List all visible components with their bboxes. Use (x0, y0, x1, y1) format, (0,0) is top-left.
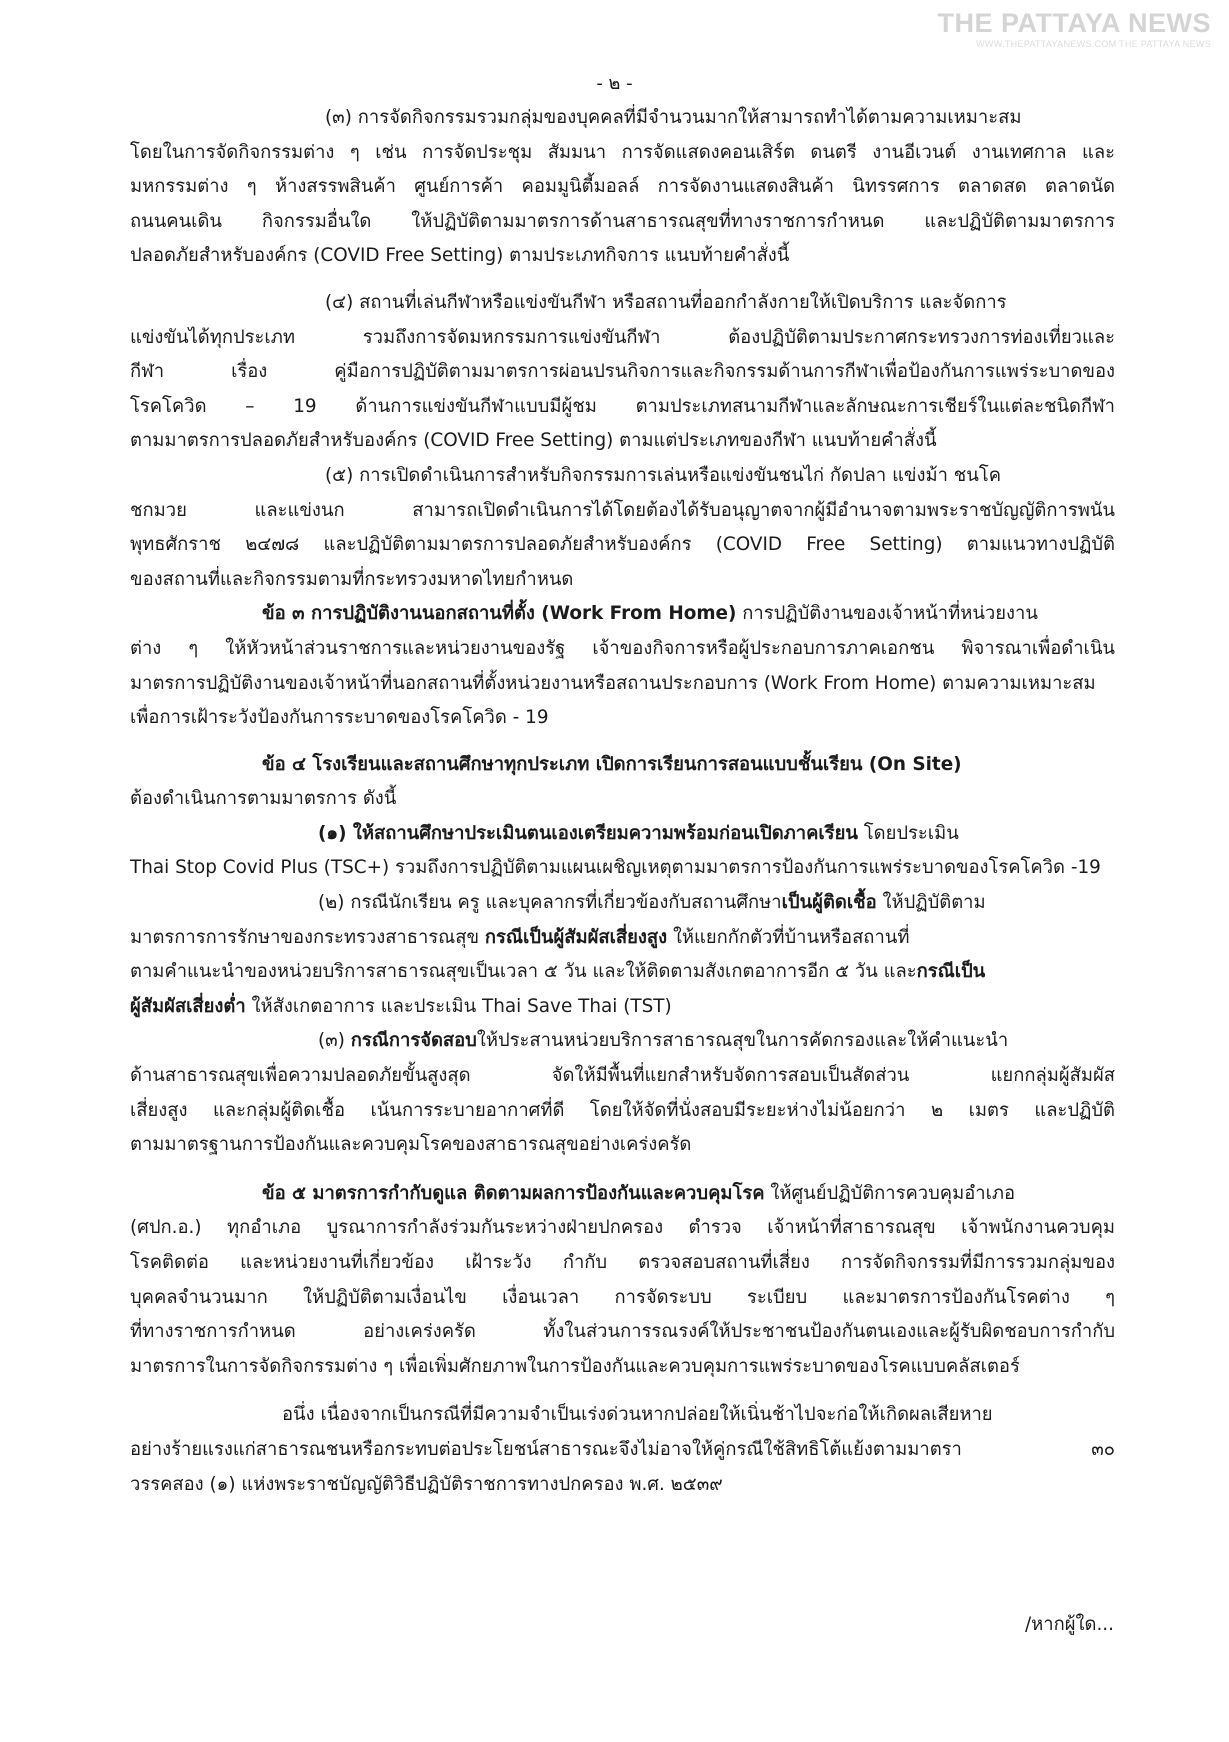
paragraph-line: ที่ทางราชการกำหนด อย่างเคร่งครัด ทั้งในส่วนการรณรงค์ให้ประชาชนป้องกันตนเองและผู้รับผิดชอบการกำกับ (130, 1321, 1115, 1343)
sub-item-2-line-4 (130, 990, 1115, 1025)
watermark-subtitle: WWW.THEPATTAYANEWS.COM THE PATTAYA NEWS (976, 39, 1211, 49)
sub-item-3-line (130, 1024, 1115, 1059)
paragraph-line: ด้านสาธารณสุขเพื่อความปลอดภัยขั้นสูงสุด จัดให้มีพื้นที่แยกสำหรับจัดการสอบเป็นสัดส่วน แยกกลุ่มผู้สัมผัส (130, 1065, 1115, 1087)
paragraph-line: อนึ่ง เนื่องจากเป็นกรณีที่มีความจำเป็นเร่งด่วนหากปล่อยให้เนิ่นช้าไปจะก่อให้เกิดผลเสียหาย (282, 1404, 993, 1426)
paragraph-line: ตามมาตรฐานการป้องกันและควบคุมโรคของสาธารณสุขอย่างเคร่งครัด (130, 1134, 692, 1156)
watermark-logo (937, 10, 1211, 49)
page-number: - ๒ - (596, 73, 633, 94)
paragraph-line: (๓) การจัดกิจกรรมรวมกลุ่มของบุคคลที่มีจำนวนมากให้สามารถทำได้ตามความเหมาะสม (325, 107, 1022, 128)
paragraph-line: วรรคสอง (๑) แห่งพระราชบัญญัติวิธีปฏิบัติราชการทางปกครอง พ.ศ. ๒๕๓๙ (130, 1473, 723, 1495)
item-5-text: ให้ศูนย์ปฏิบัติการควบคุมอำเภอ (764, 1182, 1016, 1204)
paragraph-line: ชกมวย และแข่งนก สามารถเปิดดำเนินการได้โดยต้องได้รับอนุญาตจากผู้มีอำนาจตามพระราชบัญญัติการพนัน (130, 499, 1115, 521)
paragraph-line: ตามมาตรการปลอดภัยสำหรับองค์กร (COVID Free Setting) ตามแต่ประเภทของกีฬา แนบท้ายคำสั่งนี้ (130, 430, 937, 452)
paragraph-line: (ศปก.อ.) ทุกอำเภอ บูรณาการกำลังร่วมกันระหว่างฝ่ายปกครอง ตำรวจ เจ้าหน้าที่สาธารณสุข เจ้าพนักงานควบคุม (130, 1217, 1115, 1239)
watermark-title: THE PATTAYA NEWS (937, 8, 1211, 38)
sub-item-2-text-end: ให้ปฏิบัติตาม (876, 892, 986, 914)
sub-item-2-bold: กรณีเป็น (916, 961, 986, 983)
paragraph-line: บุคคลจำนวนมาก ให้ปฏิบัติตามเงื่อนไข เงื่อนเวลา การจัดระบบ ระเบียบ และมาตรการป้องกันโรคต่าง ๆ (130, 1286, 1115, 1308)
paragraph-line: โดยในการจัดกิจกรรมต่าง ๆ เช่น การจัดประชุม สัมมนา การจัดแสดงคอนเสิร์ต ดนตรี งานอีเวนต์ งานเทศกาล และ (130, 141, 1115, 163)
paragraph-line: พุทธศักราช ๒๔๗๘ และปฏิบัติตามมาตรการปลอดภัยสำหรับองค์กร (COVID Free Setting) ตามแนวทางปฏิบัติ (130, 534, 1115, 556)
sub-item-2-bold: กรณีเป็นผู้สัมผัสเสี่ยงสูง (484, 926, 668, 948)
sub-item-2-text-end: ให้แยกกักตัวที่บ้านหรือสถานที่ (667, 926, 910, 948)
sub-item-2-bold: เป็นผู้ติดเชื้อ (781, 892, 877, 914)
paragraph-line: ถนนคนเดิน กิจกรรมอื่นใด ให้ปฏิบัติตามมาตรการด้านสาธารณสุขที่ทางราชการกำหนด และปฏิบัติตามมาตรการ (130, 210, 1115, 232)
paragraph-line: Thai Stop Covid Plus (TSC+) รวมถึงการปฏิบัติตามแผนเผชิญเหตุตามมาตรการป้องกันการแพร่ระบาดของโรคโควิด -19 (130, 857, 1101, 879)
continuation-note: /หากผู้ใด... (1024, 1614, 1114, 1635)
sub-item-1-heading: (๑) ให้สถานศึกษาประเมินตนเองเตรียมความพร้อมก่อนเปิดภาคเรียน (318, 822, 858, 844)
sub-item-2-bold: ผู้สัมผัสเสี่ยงต่ำ (130, 995, 246, 1017)
item-4-heading: ข้อ ๔ โรงเรียนและสถานศึกษาทุกประเภท เปิดการเรียนการสอนแบบชั้นเรียน (On Site) (262, 753, 962, 775)
item-5-heading: ข้อ ๕ มาตรการกำกับดูแล ติดตามผลการป้องกันและควบคุมโรค (262, 1182, 765, 1204)
sub-item-3-text: ให้ประสานหน่วยบริการสาธารณสุขในการคัดกรองและให้คำแนะนำ (476, 1030, 1009, 1052)
item-3-heading-line (130, 597, 1115, 632)
item-3-text: การปฏิบัติงานของเจ้าหน้าที่หน่วยงาน (736, 603, 1038, 625)
paragraph-line: กีฬา เรื่อง คู่มือการปฏิบัติตามมาตรการผ่อนปรนกิจการและกิจกรรมด้านการกีฬาเพื่อป้องกันการแพร่ระบาดของ (130, 361, 1115, 383)
sub-item-3-number: (๓) (318, 1030, 351, 1052)
paragraph-line: มาตรการในการจัดกิจกรรมต่าง ๆ เพื่อเพิ่มศักยภาพในการป้องกันและควบคุมการแพร่ระบาดของโรคแบบคลัสเตอร์ (130, 1355, 1020, 1377)
paragraph-line: มหกรรมต่าง ๆ ห้างสรรพสินค้า ศูนย์การค้า คอมมูนิตี้มอลล์ การจัดงานแสดงสินค้า นิทรรศการ ตลาดสด ตลาดนัด (130, 176, 1115, 198)
item-3-heading: ข้อ ๓ การปฏิบัติงานนอกสถานที่ตั้ง (Work From Home) (262, 603, 737, 625)
paragraph-line: เพื่อการเฝ้าระวังป้องกันการระบาดของโรคโควิด - 19 (130, 707, 549, 729)
sub-item-2-text: มาตรการการรักษาของกระทรวงสาธารณสุข (130, 926, 485, 948)
sub-item-2-text: (๒) กรณีนักเรียน ครู และบุคลากรที่เกี่ยวข้องกับสถานศึกษา (318, 892, 782, 914)
sub-item-2-text: ตามคำแนะนำของหน่วยบริการสาธารณสุขเป็นเวลา ๕ วัน และให้ติดตามสังเกตอาการอีก ๕ วัน และ (130, 961, 917, 983)
paragraph-line: อย่างร้ายแรงแก่สาธารณชนหรือกระทบต่อประโยชน์สาธารณะจึงไม่อาจให้คู่กรณีใช้สิทธิโต้แย้งตามมาตรา ๓๐ (130, 1438, 1115, 1460)
paragraph-line: โรคโควิด – 19 ด้านการแข่งขันกีฬาแบบมีผู้ชม ตามประเภทสนามกีฬาและลักษณะการเชียร์ในแต่ละชนิดกีฬา (130, 395, 1115, 417)
paragraph-line: เสี่ยงสูง และกลุ่มผู้ติดเชื้อ เน้นการระบายอากาศที่ดี โดยให้จัดที่นั่งสอบมีระยะห่างไม่น้อยกว่า ๒ เมตร และปฏิบัติ (130, 1099, 1115, 1121)
paragraph-line: ปลอดภัยสำหรับองค์กร (COVID Free Setting) ตามประเภทกิจการ แนบท้ายคำสั่งนี้ (130, 245, 790, 267)
sub-item-2-line-2 (130, 921, 1115, 956)
paragraph-line: โรคติดต่อ และหน่วยงานที่เกี่ยวข้อง เฝ้าระวัง กำกับ ตรวจสอบสถานที่เสี่ยง การจัดกิจกรรมที่มีการรวมกลุ่มของ (130, 1252, 1115, 1273)
paragraph-line: (๕) การเปิดดำเนินการสำหรับกิจกรรมการเล่นหรือแข่งขันชนไก่ กัดปลา แข่งม้า ชนโค (325, 464, 1002, 486)
paragraph-line: ต่าง ๆ ให้หัวหน้าส่วนราชการและหน่วยงานของรัฐ เจ้าของกิจการหรือผู้ประกอบการภาคเอกชน พิจารณาเพื่อดำเนิน (130, 637, 1115, 659)
paragraph-line: ต้องดำเนินการตามมาตรการ ดังนี้ (130, 788, 397, 810)
paragraph-line: ของสถานที่และกิจกรรมตามที่กระทรวงมหาดไทยกำหนด (130, 568, 574, 590)
sub-item-2-text: ให้สังเกตอาการ และประเมิน Thai Save Thai (TST) (245, 995, 672, 1017)
document-body (130, 101, 1115, 1502)
paragraph-line: แข่งขันได้ทุกประเภท รวมถึงการจัดมหกรรมการแข่งขันกีฬา ต้องปฏิบัติตามประกาศกระทรวงการท่องเที่ยวและ (130, 326, 1115, 348)
sub-item-2-line (130, 886, 1115, 921)
paragraph-line: มาตรการปฏิบัติงานของเจ้าหน้าที่นอกสถานที่ตั้งหน่วยงานหรือสถานประกอบการ (Work From Home) ตามความเหมาะสม (130, 672, 1096, 694)
sub-item-1-text: โดยประเมิน (857, 822, 959, 844)
item-4-heading-line (130, 748, 1115, 783)
item-5-heading-line (130, 1177, 1115, 1212)
sub-item-3-bold: กรณีการจัดสอบ (350, 1030, 477, 1052)
sub-item-1-line (130, 817, 1115, 852)
sub-item-2-line-3 (130, 955, 1115, 990)
paragraph-line: (๔) สถานที่เล่นกีฬาหรือแข่งขันกีฬา หรือสถานที่ออกกำลังกายให้เปิดบริการ และจัดการ (325, 291, 1007, 313)
